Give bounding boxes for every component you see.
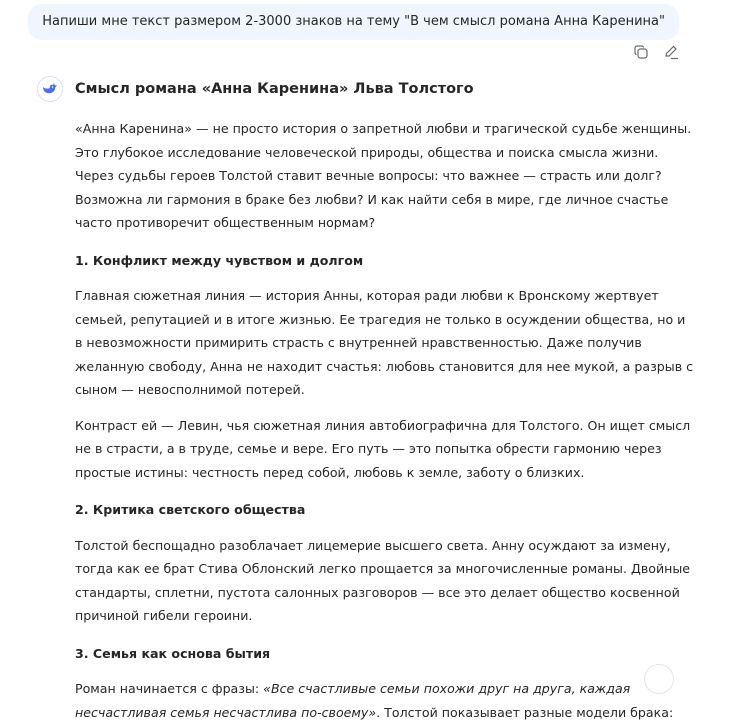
quote-text: «Все счастливые семьи похожи друг на друга, каждая несчастливая семья несчастлива по-своему»	[75, 681, 631, 720]
scroll-to-bottom-button[interactable]	[644, 664, 674, 694]
assistant-content	[75, 76, 695, 724]
assistant-avatar	[37, 76, 63, 102]
section-heading: 2. Критика светского общества	[75, 502, 306, 517]
paragraph-text: Роман начинается с фразы:	[75, 681, 264, 696]
copy-icon[interactable]	[633, 44, 649, 60]
section-paragraph: Толстой беспощадно разоблачает лицемерие высшего света. Анну осуждают за измену, тогда как ее брат Стива Облонский легко прощается за многочисленные романы. Двойные стандарты, сплетни, пустота салонных разговоров — все это делает общество косвенной причиной гибели героини.	[75, 537, 691, 623]
intro-paragraph: «Анна Каренина» — не просто история о запретной любви и трагической судьбе женщины. Это глубокое исследование человеческой природы, общества и поиска смысла жизни. Через судьбы героев Толстой ставит вечные вопросы: что важнее — страсть или долг? Возможна ли гармония в браке без любви? И как найти себя в мире, где личное счастье часто противоречит общественным нормам?	[75, 121, 692, 230]
section-paragraph: Главная сюжетная линия — история Анны, которая ради любви к Вронскому жертвует семьей, репутацией и в итоге жизнью. Ее трагедия не только в осуждении общества, но и в невозможности примирить страсть с внутренней нравственностью. Даже получив желанную свободу, Анна не находит счастья: любовь становится для нее мукой, а разрыв с сыном — невосполнимой потерей.	[75, 288, 694, 397]
whale-logo-icon	[42, 80, 58, 99]
user-message	[28, 4, 679, 40]
paragraph-text: . Толстой показывает разные модели брака:	[376, 704, 674, 720]
section-paragraph: Контраст ей — Левин, чья сюжетная линия автобиографична для Толстого. Он ищет смысл не в страсти, а в труде, семье и вере. Его путь — это попытка обрести гармонию через простые истины: честность перед собой, любовь к земле, заботу о близких.	[75, 417, 691, 480]
answer-title: Смысл романа «Анна Каренина» Льва Толстого	[75, 81, 474, 97]
user-message-bubble: Напиши мне текст размером 2-3000 знаков на тему "В чем смысл романа Анна Каренина"	[28, 4, 679, 40]
user-message-actions	[633, 44, 679, 60]
section-heading: 1. Конфликт между чувством и долгом	[75, 252, 364, 268]
edit-icon[interactable]	[663, 44, 679, 60]
section-paragraph	[75, 677, 695, 724]
section-heading: 3. Семья как основа бытия	[75, 645, 271, 661]
